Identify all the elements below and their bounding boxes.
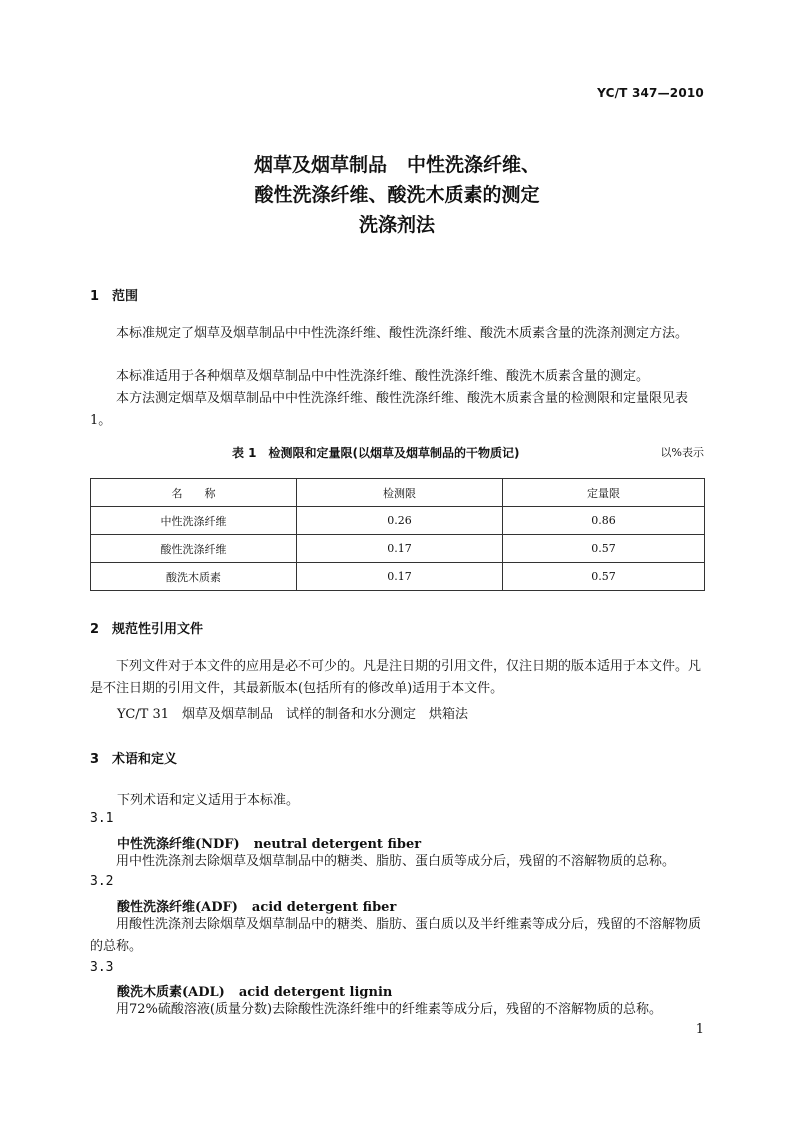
term-definition: 用中性洗涤剂去除烟草及烟草制品中的糖类、脂肪、蛋白质等成分后，残留的不溶解物质的总称。	[116, 854, 676, 869]
section-2-paragraph-1: 下列文件对于本文件的应用是必不可少的。凡是注日期的引用文件，仅注日期的版本适用于本文件。凡是不注日期的引用文件，其最新版本(包括所有的修改单)适用于本文件。	[90, 659, 702, 696]
table-1-unit: 以%表示	[660, 446, 704, 459]
section-3-intro: 下列术语和定义适用于本标准。	[117, 793, 300, 808]
table-row	[91, 535, 705, 563]
table-cell-quantification-limit: 0.86	[503, 507, 705, 535]
section-1-heading	[90, 285, 138, 304]
section-1-paragraph-2: 本标准适用于各种烟草及烟草制品中中性洗涤纤维、酸性洗涤纤维、酸洗木质素含量的测定。	[116, 369, 650, 384]
term-heading	[117, 833, 421, 852]
term-chinese: 中性洗涤纤维(NDF)	[117, 837, 240, 852]
term-definition: 用72%硫酸溶液(质量分数)去除酸性洗涤纤维中的纤维素等成分后，残留的不溶解物质的总称。	[116, 1002, 663, 1017]
section-1-title: 范围	[112, 289, 139, 304]
table-cell-quantification-limit: 0.57	[503, 563, 705, 591]
page-number: 1	[695, 1022, 704, 1037]
term-definition: 用酸性洗涤剂去除烟草及烟草制品中的糖类、脂肪、蛋白质以及半纤维素等成分后，残留的不溶解物质的总称。	[90, 917, 702, 954]
title-line-1	[0, 150, 794, 180]
term-english: acid detergent fiber	[251, 900, 397, 915]
standard-code: YC/T 347—2010	[597, 86, 704, 100]
table-row	[91, 563, 705, 591]
section-1-paragraph-1: 本标准规定了烟草及烟草制品中中性洗涤纤维、酸性洗涤纤维、酸洗木质素含量的洗涤剂测定方法。	[116, 326, 689, 341]
section-2-number: 2	[90, 622, 100, 637]
table-cell-quantification-limit: 0.57	[503, 535, 705, 563]
title-line-2: 酸性洗涤纤维、酸洗木质素的测定	[254, 184, 540, 206]
table-header-row	[91, 479, 705, 507]
table-cell-detection-limit: 0.17	[297, 535, 503, 563]
term-english: neutral detergent fiber	[253, 837, 422, 852]
term-number: 3.3	[90, 960, 114, 975]
table-cell-name: 中性洗涤纤维	[91, 507, 297, 535]
table-row	[91, 507, 705, 535]
term-heading	[117, 896, 396, 915]
title-line-1b: 中性洗涤纤维、	[407, 154, 541, 176]
table-header-detection-limit: 检测限	[297, 479, 503, 507]
section-3-title: 术语和定义	[112, 752, 178, 767]
table-1-caption: 表 1 检测限和定量限(以烟草及烟草制品的干物质记)	[232, 446, 520, 460]
term-number: 3.2	[90, 874, 114, 889]
table-cell-detection-limit: 0.17	[297, 563, 503, 591]
normative-reference: YC/T 31 烟草及烟草制品 试样的制备和水分测定 烘箱法	[117, 707, 469, 722]
title-line-1a: 烟草及烟草制品	[253, 154, 387, 176]
section-1-number: 1	[90, 289, 100, 304]
table-header-name: 名 称	[91, 479, 297, 507]
table-cell-name: 酸洗木质素	[91, 563, 297, 591]
section-3-heading	[90, 748, 177, 767]
term-chinese: 酸洗木质素(ADL)	[117, 985, 225, 1000]
section-1-paragraph-3: 本方法测定烟草及烟草制品中中性洗涤纤维、酸性洗涤纤维、酸洗木质素含量的检测限和定量限见表1。	[90, 391, 689, 428]
table-cell-name: 酸性洗涤纤维	[91, 535, 297, 563]
detection-limit-table	[90, 478, 705, 591]
table-cell-detection-limit: 0.26	[297, 507, 503, 535]
term-number: 3.1	[90, 811, 114, 826]
section-2-heading	[90, 618, 203, 637]
term-english: acid detergent lignin	[238, 985, 393, 1000]
table-header-quantification-limit: 定量限	[503, 479, 705, 507]
section-3-number: 3	[90, 752, 100, 767]
term-heading	[117, 981, 392, 1000]
term-chinese: 酸性洗涤纤维(ADF)	[117, 900, 238, 915]
section-2-title: 规范性引用文件	[112, 622, 204, 637]
title-line-3: 洗涤剂法	[358, 214, 435, 236]
